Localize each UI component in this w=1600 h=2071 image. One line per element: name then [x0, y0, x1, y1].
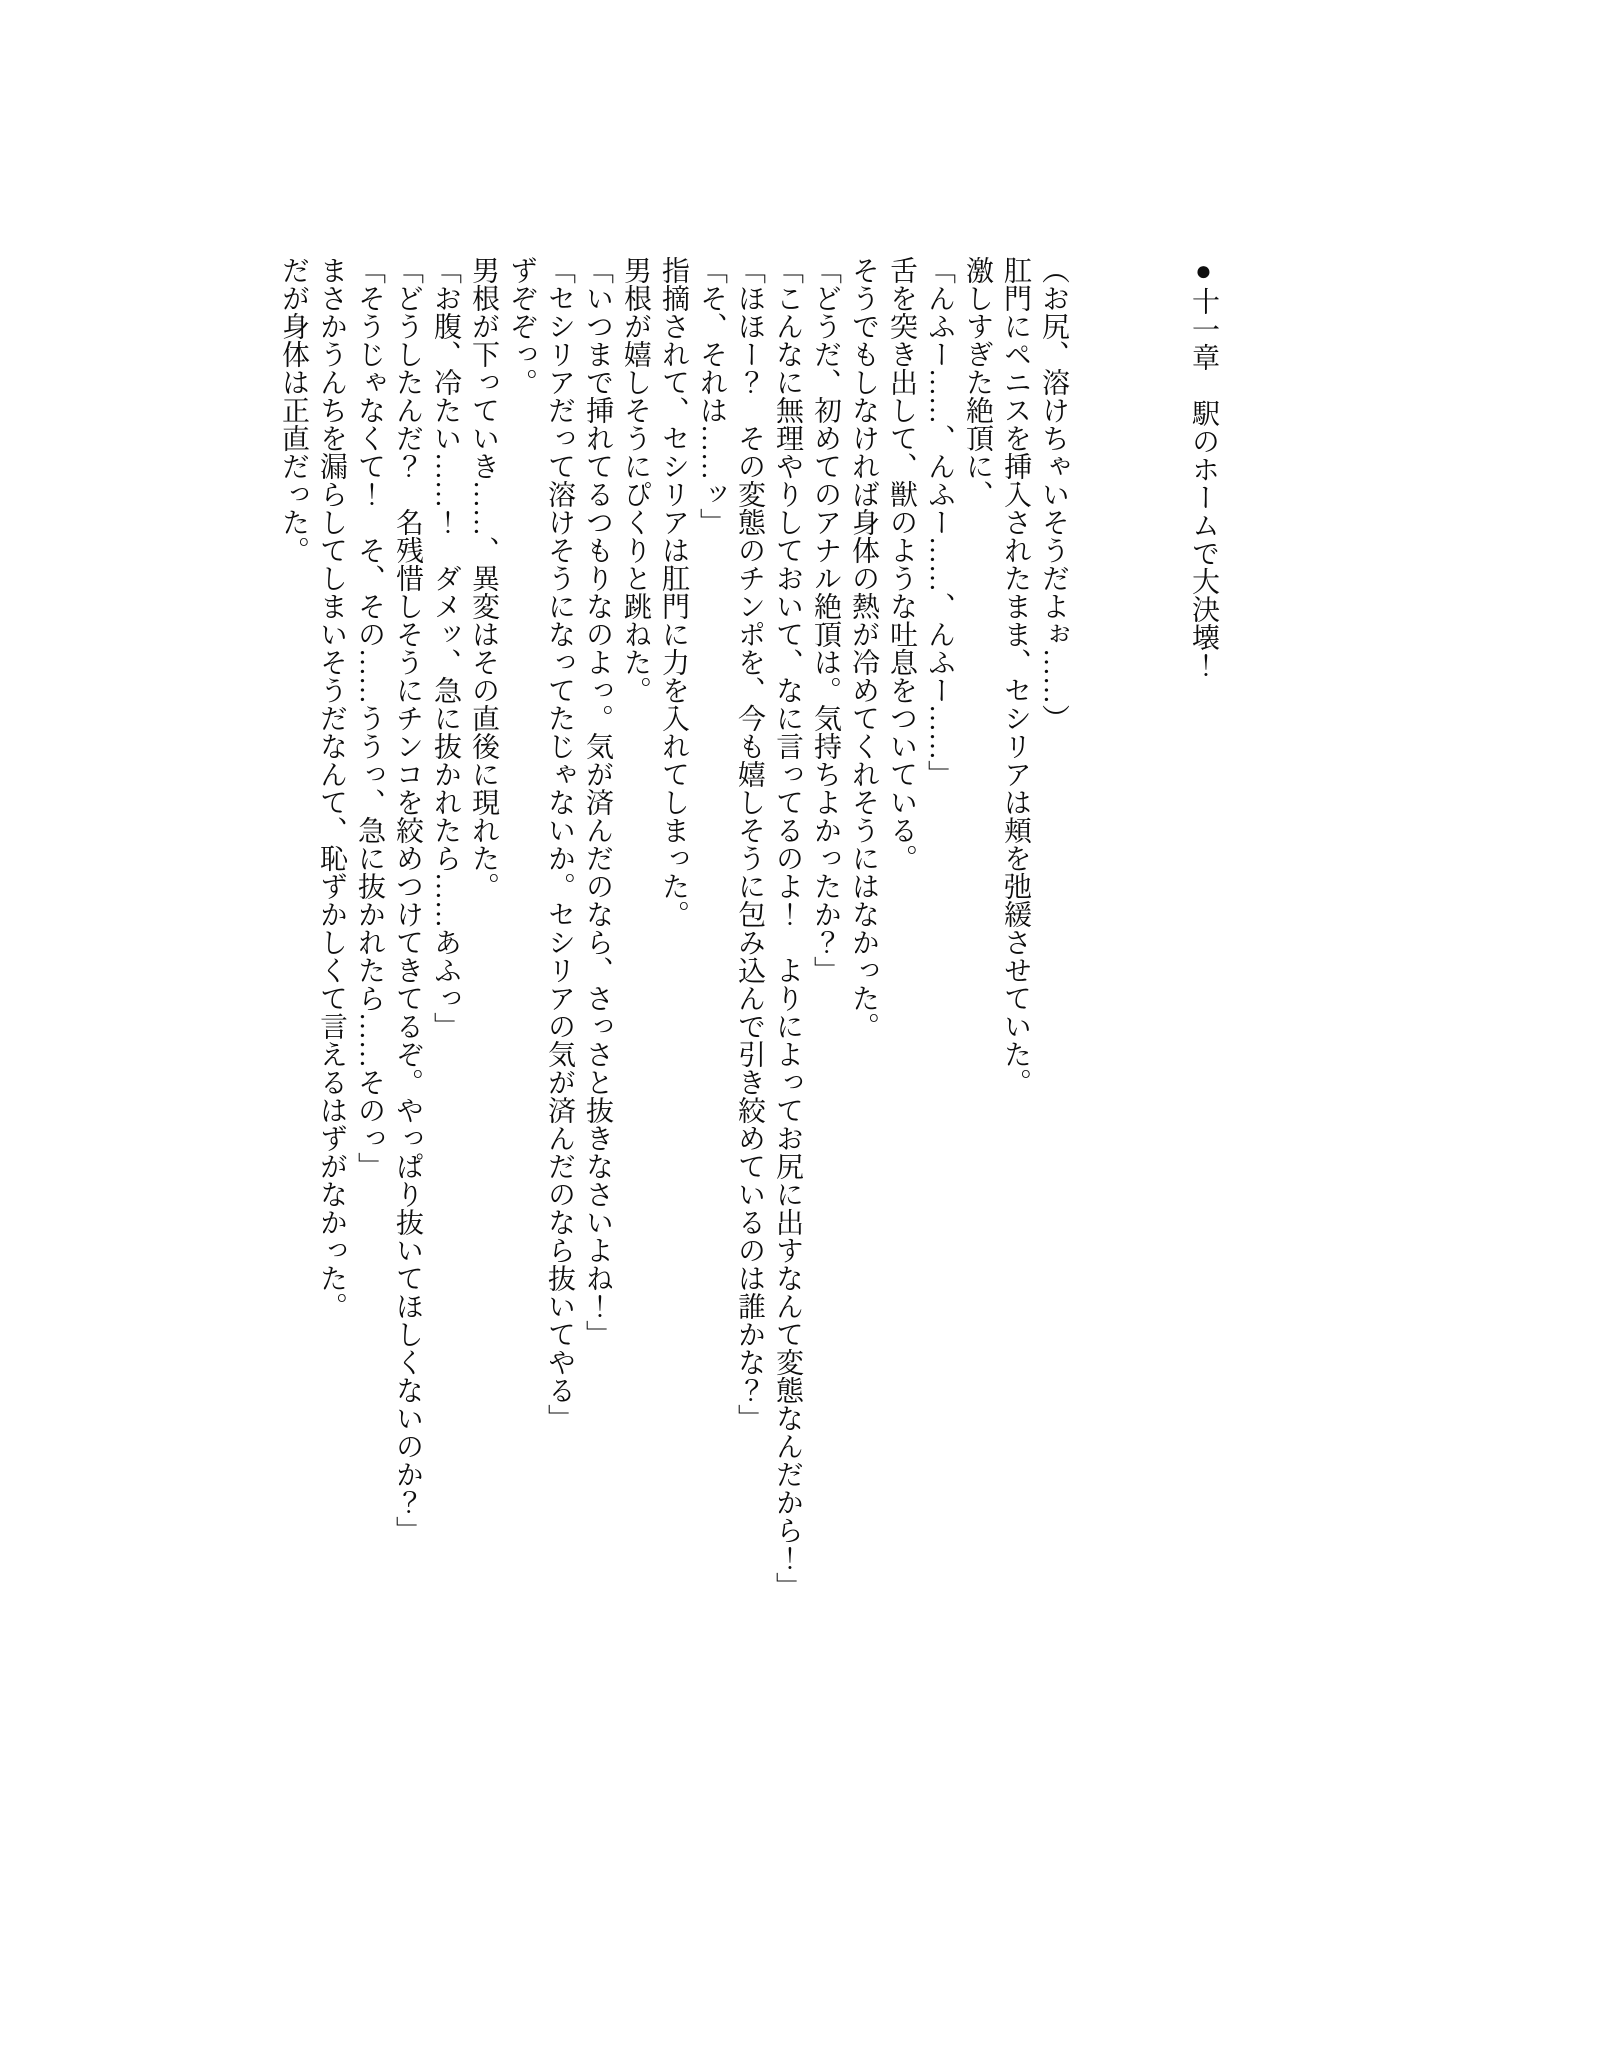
paragraph: 「ほほー？ その変態のチンポを、今も嬉しそうに包み込んで引き絞めているのは誰かな？」 [734, 256, 765, 1432]
paragraph: 男根が嬉しそうにぴくりと跳ねた。 [620, 256, 651, 704]
paragraph: 舌を突き出して、獣のような吐息をついている。 [886, 256, 917, 872]
vertical-text-block [274, 256, 1222, 1726]
paragraph: 「どうしたんだ？ 名残惜しそうにチンコを絞めつけてきてるぞ。やっぱり抜いてほしくないのか？」 [392, 256, 423, 1544]
paragraph: 激しすぎた絶頂に、 [962, 256, 993, 508]
paragraph: 「そ、それは……ッ」 [696, 256, 727, 536]
paragraph: まさかうんちを漏らしてしまいそうだなんて、恥ずかしくて言えるはずがなかった。 [316, 256, 347, 1320]
paragraph: 「セシリアだって溶けそうになってたじゃないか。セシリアの気が済んだのなら抜いてやる」 [544, 256, 575, 1432]
chapter-heading: ●十一章 駅のホームで大決壊！ [1188, 256, 1219, 679]
paragraph: （お尻、溶けちゃいそうだよぉ……） [1038, 256, 1069, 732]
paragraph: 「いつまで挿れてるつもりなのよっ。気が済んだのなら、さっさと抜きなさいよね！」 [582, 256, 613, 1348]
paragraph: 指摘されて、セシリアは肛門に力を入れてしまった。 [658, 256, 689, 928]
paragraph: 「そうじゃなくて！ そ、その……ううっ、急に抜かれたら……そのっ」 [354, 256, 385, 1180]
paragraph: 「こんなに無理やりしておいて、なに言ってるのよ！ よりによってお尻に出すなんて変態なんだから！」 [772, 256, 803, 1600]
paragraph: 「お腹、冷たい……！ ダメッ、急に抜かれたら……あふっ」 [430, 256, 461, 1040]
paragraph: ずぞぞっ。 [506, 256, 537, 396]
paragraph: 「どうだ、初めてのアナル絶頂は。気持ちよかったか？」 [810, 256, 841, 984]
paragraph: 男根が下っていき……、異変はその直後に現れた。 [468, 256, 499, 900]
paragraph: 肛門にペニスを挿入されたまま、セシリアは頬を弛緩させていた。 [1000, 256, 1031, 1096]
paragraph: 「んふー……、んふー……、んふー……」 [924, 256, 955, 788]
paragraph: だが身体は正直だった。 [278, 256, 309, 564]
paragraph: そうでもしなければ身体の熱が冷めてくれそうにはなかった。 [848, 256, 879, 1040]
